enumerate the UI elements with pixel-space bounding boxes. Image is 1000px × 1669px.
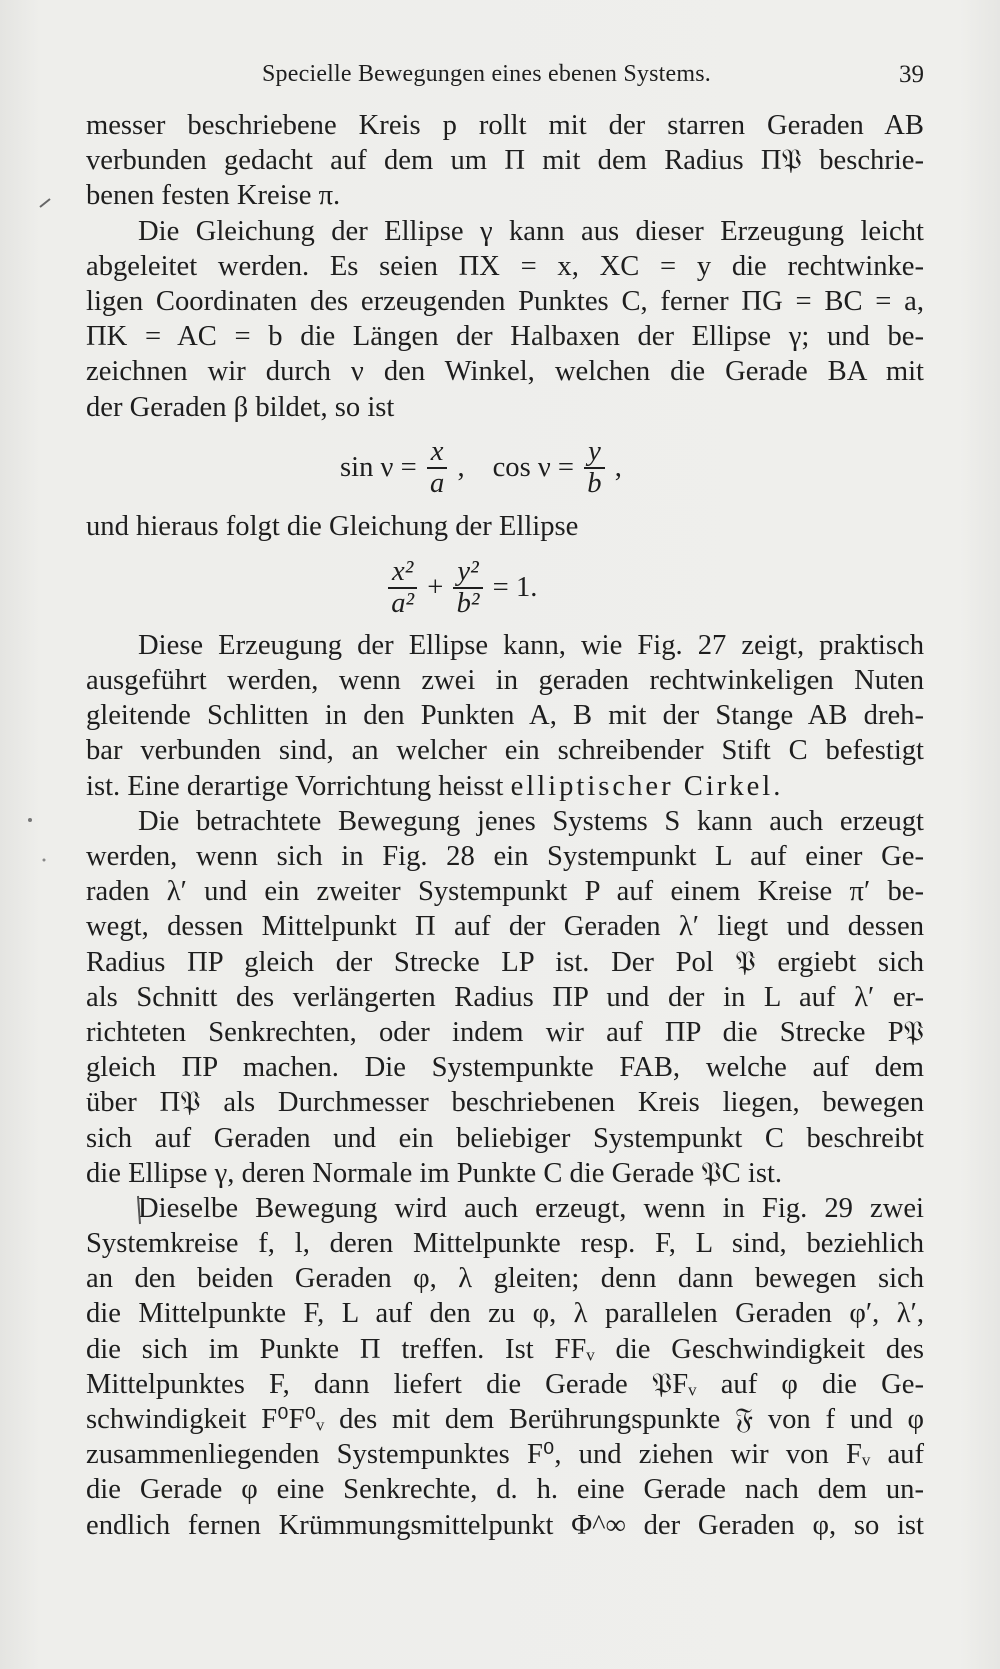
running-title: Specielle Bewegungen eines ebenen Systems.: [262, 61, 711, 87]
text-line: ausgeführt werden, wenn zwei in geraden rechtwinkeligen Nuten: [86, 665, 924, 697]
text-line: gleitende Schlitten in den Punkten A, B mit der Stange AB dreh-: [86, 700, 924, 732]
text-line: der Geraden β bildet, so ist: [86, 391, 395, 423]
fraction-x-over-a: [427, 437, 448, 499]
text-line: Die Gleichung der Ellipse γ kann aus dieser Erzeugung leicht: [138, 215, 924, 247]
sin-label: sin ν =: [340, 452, 417, 483]
text-line: Dieselbe Bewegung wird auch erzeugt, wenn in Fig. 29 zwei: [138, 1192, 924, 1224]
equation-ellipse: [388, 557, 537, 619]
text-line: zusammenliegenden Systempunktes F⁰, und ziehen wir von Fᵥ auf: [86, 1439, 924, 1471]
denominator: a²: [391, 588, 415, 619]
text-line: [86, 769, 924, 804]
text-line: an den beiden Geraden φ, λ gleiten; denn dann bewegen sich: [86, 1263, 924, 1295]
text-line: verbunden gedacht auf dem um Π mit dem Radius Π𝔓 beschrie-: [86, 145, 924, 177]
text-line: Mittelpunktes F, dann liefert die Gerade 𝔓Fᵥ auf φ die Ge-: [86, 1368, 924, 1400]
pencil-dot: [43, 859, 46, 862]
text-line: schwindigkeit F⁰F⁰ᵥ des mit dem Berührungspunkte 𝔉 von f und φ: [86, 1404, 924, 1435]
text-line: Systemkreise f, l, deren Mittelpunkte resp. F, L sind, beziehlich: [86, 1228, 924, 1260]
text-line: die Ellipse γ, deren Normale im Punkte C die Gerade 𝔓C ist.: [86, 1157, 783, 1189]
text-line: werden, wenn sich in Fig. 28 ein Systempunkt L auf einer Ge-: [86, 841, 924, 872]
numerator: y: [584, 437, 605, 469]
text-line: gleich ΠP machen. Die Systempunkte FAB, welche auf dem: [86, 1052, 924, 1084]
fraction-y2-over-b2: [453, 557, 482, 619]
text-line: ΠK = AC = b die Längen der Halbaxen der Ellipse γ; und be-: [86, 321, 924, 353]
text-line: raden λ′ und ein zweiter Systempunkt P auf einem Kreise π′ be-: [86, 876, 924, 908]
equation-sin-cos: [340, 437, 622, 499]
text-line: Radius ΠP gleich der Strecke LP ist. Der Pol 𝔓 ergiebt sich: [86, 946, 924, 978]
fraction-y-over-b: [584, 437, 605, 499]
running-header: [0, 55, 1000, 95]
text-line: die Gerade φ eine Senkrechte, d. h. eine Gerade nach dem un-: [86, 1474, 924, 1506]
text-line: endlich fernen Krümmungsmittelpunkt Φ^∞ der Geraden φ, so ist: [86, 1509, 924, 1541]
denominator: b: [587, 468, 602, 499]
text-line: die Mittelpunkte F, L auf den zu φ, λ parallelen Geraden φ′, λ′,: [86, 1298, 924, 1330]
equals-one: = 1.: [492, 572, 538, 603]
text-line: über Π𝔓 als Durchmesser beschriebenen Kreis liegen, bewegen: [86, 1087, 924, 1119]
numerator: x: [427, 437, 448, 469]
text-line: zeichnen wir durch ν den Winkel, welchen die Gerade BA mit: [86, 356, 924, 388]
text-line: abgeleitet werden. Es seien ΠX = x, XC = y die rechtwinke-: [86, 250, 924, 282]
denominator: a: [429, 468, 445, 499]
text-line: messer beschriebene Kreis p rollt mit der starren Geraden AB: [86, 110, 924, 141]
page-number: 39: [899, 61, 924, 88]
text-line: Diese Erzeugung der Ellipse kann, wie Fig. 27 zeigt, praktisch: [138, 629, 924, 661]
text-line: bar verbunden sind, an welcher ein schreibender Stift C befestigt: [86, 735, 924, 767]
text-line: benen festen Kreise π.: [86, 180, 341, 212]
cos-label: cos ν =: [492, 452, 575, 483]
text-segment: ist. Eine derartige Vorrichtung heisst: [86, 770, 511, 802]
body-text: [86, 108, 924, 1543]
plus-sign: +: [427, 572, 444, 603]
fraction-x2-over-a2: [388, 557, 417, 619]
comma: ,: [457, 452, 465, 483]
emphasized-term: elliptischer Cirkel.: [510, 770, 784, 802]
denominator: b²: [456, 588, 480, 619]
comma: ,: [614, 452, 622, 483]
text-line: Die betrachtete Bewegung jenes Systems S kann auch erzeugt: [138, 805, 924, 837]
text-line: richteten Senkrechten, oder indem wir auf ΠP die Strecke P𝔓: [86, 1016, 924, 1048]
numerator: x²: [388, 557, 417, 589]
text-line: ligen Coordinaten des erzeugenden Punktes C, ferner ΠG = BC = a,: [86, 285, 924, 317]
text-line: und hieraus folgt die Gleichung der Ellipse: [86, 510, 579, 542]
text-line: die sich im Punkte Π treffen. Ist FFᵥ die Geschwindigkeit des: [86, 1333, 924, 1365]
text-line: als Schnitt des verlängerten Radius ΠP und der in L auf λ′ er-: [86, 981, 924, 1013]
pencil-mark: [40, 199, 50, 207]
numerator: y²: [453, 557, 482, 589]
text-line: wegt, dessen Mittelpunkt Π auf der Geraden λ′ liegt und dessen: [86, 911, 924, 943]
text-line: sich auf Geraden und ein beliebiger Systempunkt C beschreibt: [86, 1122, 924, 1154]
pencil-dot: [28, 818, 32, 822]
